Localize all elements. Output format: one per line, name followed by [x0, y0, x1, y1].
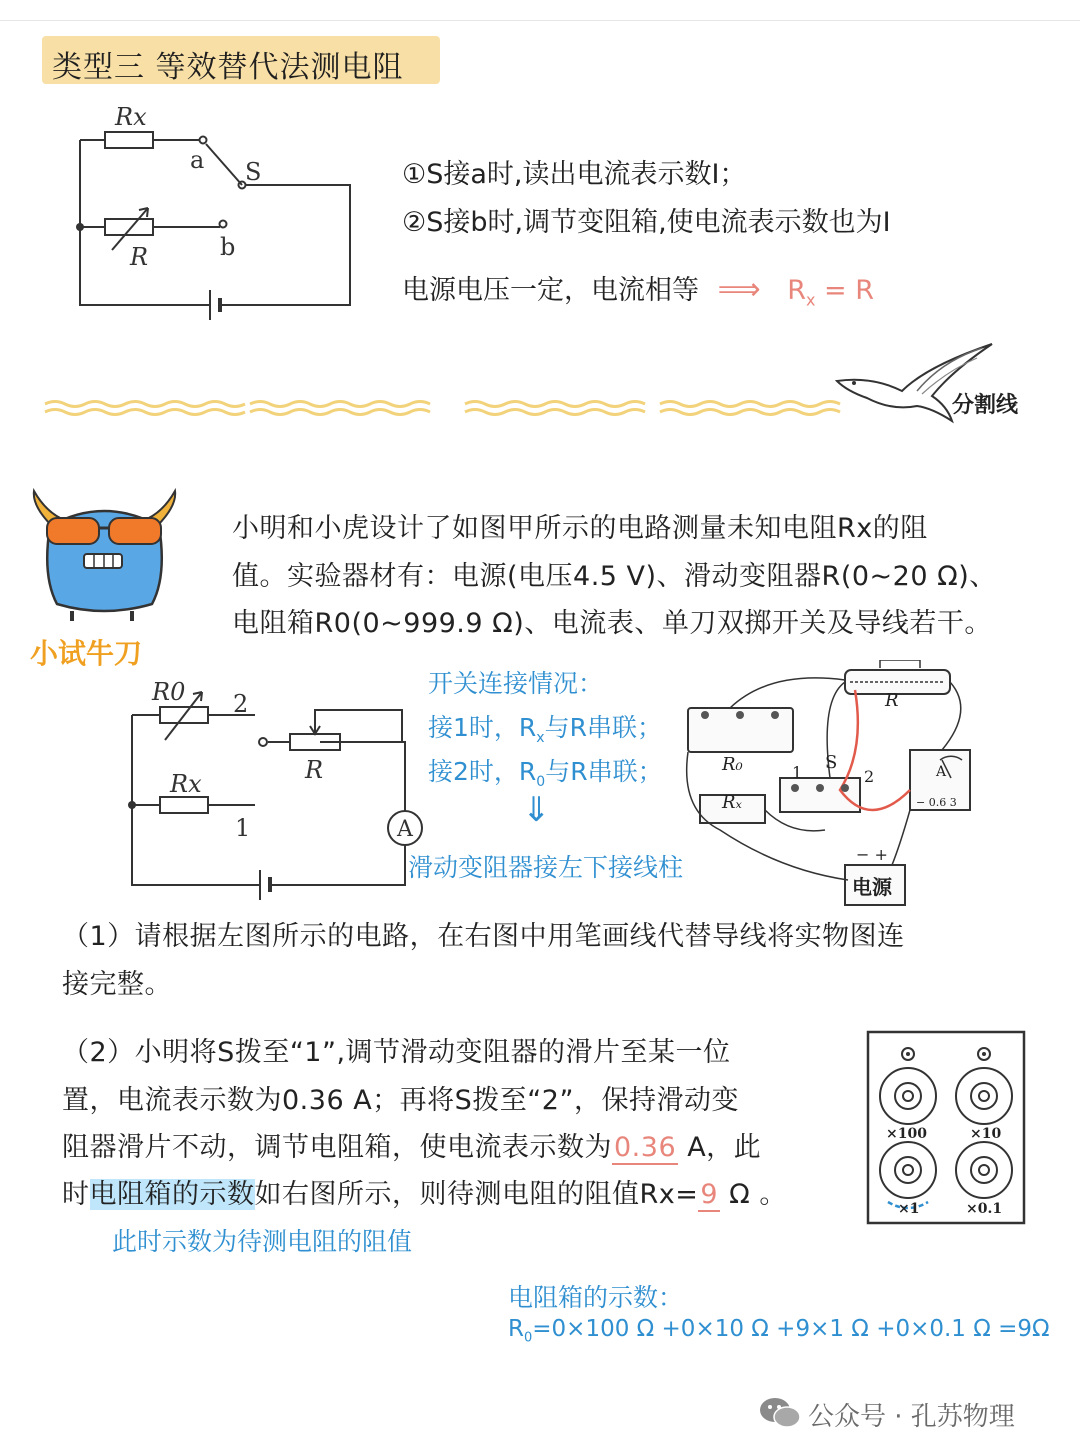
label-r: R — [130, 243, 149, 271]
dial-x100: ×100 — [886, 1126, 927, 1142]
wavy-divider — [40, 396, 860, 420]
ammeter-label: A — [397, 817, 413, 842]
q2-line-3: 阻器滑片不动，调节电阻箱，使电流表示数为0.36 A，此 — [62, 1132, 762, 1163]
photo-meter-terminals: − 0.6 3 — [916, 796, 957, 809]
seagull-icon — [832, 336, 1002, 436]
q2-line-4: 时电阻箱的示数如右图所示，则待测电阻的阻值Rx=9 Ω 。 — [62, 1179, 787, 1210]
label-b: b — [220, 233, 236, 261]
mascot-monster-icon — [22, 486, 187, 626]
label-r0: R0 — [152, 678, 186, 706]
q2-line-2: 置，电流表示数为0.36 A；再将S拨至“2”，保持滑动变 — [62, 1085, 739, 1116]
dial-x1: ×1 — [898, 1201, 920, 1217]
method-step-1: ①S接a时,读出电流表示数I； — [402, 159, 747, 190]
answer-blank-current: 0.36 — [614, 1132, 677, 1163]
switch-note-conclusion: 滑动变阻器接左下接线柱 — [408, 853, 684, 882]
highlight-dial-reading: 电阻箱的示数 — [89, 1179, 255, 1210]
dial-x10: ×10 — [970, 1126, 1002, 1142]
method-step-2: ②S接b时,调节变阻箱,使电流表示数也为I — [402, 207, 891, 238]
reading-formula: $R_0=0\times 100$ Ω +0×10 Ω +9×1 Ω +0×0.1 Ω =9Ω — [508, 1316, 1050, 1346]
label-s: S — [245, 158, 262, 186]
switch-note-line-2: 接2时，$R_0$与R串联； — [428, 757, 663, 790]
top-divider — [0, 20, 1080, 21]
photo-label-1: 1 — [792, 763, 803, 782]
problem-line-3: 电阻箱R0(0~999.9 Ω)、电流表、单刀双掷开关及导线若干。 — [232, 608, 992, 639]
problem-line-2: 值。实验器材有：电源(电压4.5 V)、滑动变阻器R(0~20 Ω)、 — [232, 561, 997, 592]
label-1: 1 — [235, 814, 251, 842]
photo-label-s: S — [825, 752, 838, 773]
switch-note-line-1: 接1时，$R_x$与R串联； — [428, 713, 662, 746]
label-a: a — [190, 146, 205, 174]
dial-x01: ×0.1 — [966, 1201, 1003, 1217]
photo-power-label: 电源 — [852, 875, 892, 899]
apparatus-diagram — [680, 660, 980, 910]
circuit-diagram-1 — [60, 100, 370, 340]
q1-line-1: （1）请根据左图所示的电路，在右图中用笔画线代替导线将实物图连 — [62, 921, 905, 952]
photo-label-r0: R₀ — [722, 754, 743, 775]
q2-note: 此时示数为待测电阻的阻值 — [112, 1227, 413, 1256]
wechat-icon — [758, 1396, 802, 1430]
section-title: 类型三 等效替代法测电阻 — [52, 50, 404, 85]
photo-label-rx: Rₓ — [722, 792, 742, 813]
arrow-icon: ⟹ — [717, 272, 761, 307]
q1-line-2: 接完整。 — [62, 969, 172, 1000]
label-2: 2 — [233, 690, 249, 718]
method-conclusion: 电源电压一定，电流相等 ⟹ $R_x = R$ — [402, 272, 874, 310]
switch-note-title: 开关连接情况： — [428, 669, 604, 698]
label-rx: Rx — [115, 103, 147, 131]
divider-label: 分割线 — [952, 393, 1019, 418]
q2-line-1: （2）小明将S拨至“1”,调节滑动变阻器的滑片至某一位 — [62, 1037, 731, 1068]
result-formula: $R_x = R$ — [787, 275, 874, 310]
photo-power-terminals: − + — [856, 845, 888, 864]
watermark-text: 公众号 · 孔苏物理 — [808, 1402, 1015, 1432]
photo-meter-label: A — [936, 764, 947, 780]
down-arrow-icon: ⇓ — [522, 790, 551, 830]
photo-label-r: R — [885, 690, 899, 711]
mascot-label: 小试牛刀 — [30, 637, 143, 670]
answer-blank-resistance: 9 — [700, 1179, 719, 1210]
resistance-box-dial — [866, 1030, 1026, 1225]
problem-line-1: 小明和小虎设计了如图甲所示的电路测量未知电阻Rx的阻 — [232, 513, 928, 544]
reading-title: 电阻箱的示数： — [508, 1283, 684, 1312]
label-r2: R — [305, 756, 324, 784]
photo-label-2: 2 — [864, 767, 875, 786]
label-rx2: Rx — [170, 770, 202, 798]
circuit-diagram-2 — [120, 670, 430, 900]
